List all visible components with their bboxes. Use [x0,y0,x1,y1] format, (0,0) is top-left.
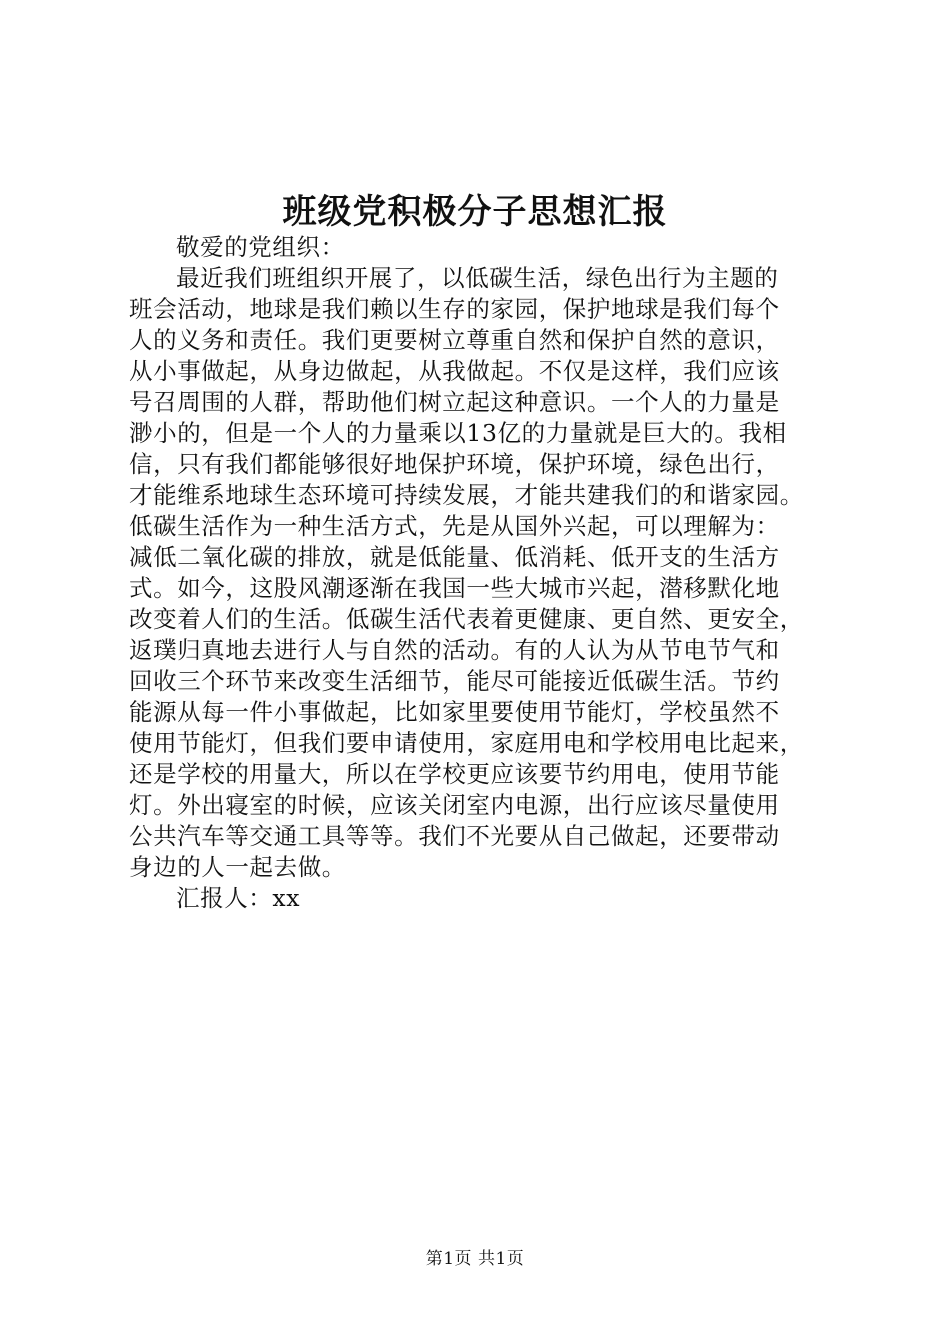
body-line: 班会活动，地球是我们赖以生存的家园，保护地球是我们每个 [129,295,780,323]
body-line: 改变着人们的生活。低碳生活代表着更健康、更自然、更安全， [129,605,804,633]
body-line: 从小事做起，从身边做起，从我做起。不仅是这样，我们应该 [129,357,780,385]
body-line: 公共汽车等交通工具等等。我们不光要从自己做起，还要带动 [129,822,780,850]
body-line: 才能维系地球生态环境可持续发展，才能共建我们的和谐家园。 [129,481,804,509]
body-line: 渺小的，但是一个人的力量乘以13亿的力量就是巨大的。我相 [129,419,787,447]
body-line: 信，只有我们都能够很好地保护环境，保护环境，绿色出行， [129,450,780,478]
body-line: 式。如今，这股风潮逐渐在我国一些大城市兴起，潜移默化地 [129,574,780,602]
page-footer: 第1页 共1页 [425,1249,525,1269]
salutation: 敬爱的党组织： [176,233,345,261]
body-line: 人的义务和责任。我们更要树立尊重自然和保护自然的意识， [129,326,780,354]
body-line: 回收三个环节来改变生活细节，能尽可能接近低碳生活。节约 [129,667,780,695]
body-line: 能源从每一件小事做起，比如家里要使用节能灯，学校虽然不 [129,698,780,726]
body-line: 灯。外出寝室的时候，应该关闭室内电源，出行应该尽量使用 [129,791,780,819]
document-body [129,232,834,914]
body-line: 还是学校的用量大，所以在学校更应该要节约用电，使用节能 [129,760,780,788]
body-line: 减低二氧化碳的排放，就是低能量、低消耗、低开支的生活方 [129,543,780,571]
body-line: 使用节能灯，但我们要申请使用，家庭用电和学校用电比起来， [129,729,804,757]
document-title: 班级党积极分子思想汇报 [282,192,668,232]
body-line: 低碳生活作为一种生活方式，先是从国外兴起，可以理解为： [129,512,780,540]
body-line: 身边的人一起去做。 [129,853,346,881]
body-line: 返璞归真地去进行人与自然的活动。有的人认为从节电节气和 [129,636,780,664]
body-line: 最近我们班组织开展了，以低碳生活，绿色出行为主题的 [176,264,779,292]
body-line: 号召周围的人群，帮助他们树立起这种意识。一个人的力量是 [129,388,780,416]
signature: 汇报人：xx [176,884,301,912]
